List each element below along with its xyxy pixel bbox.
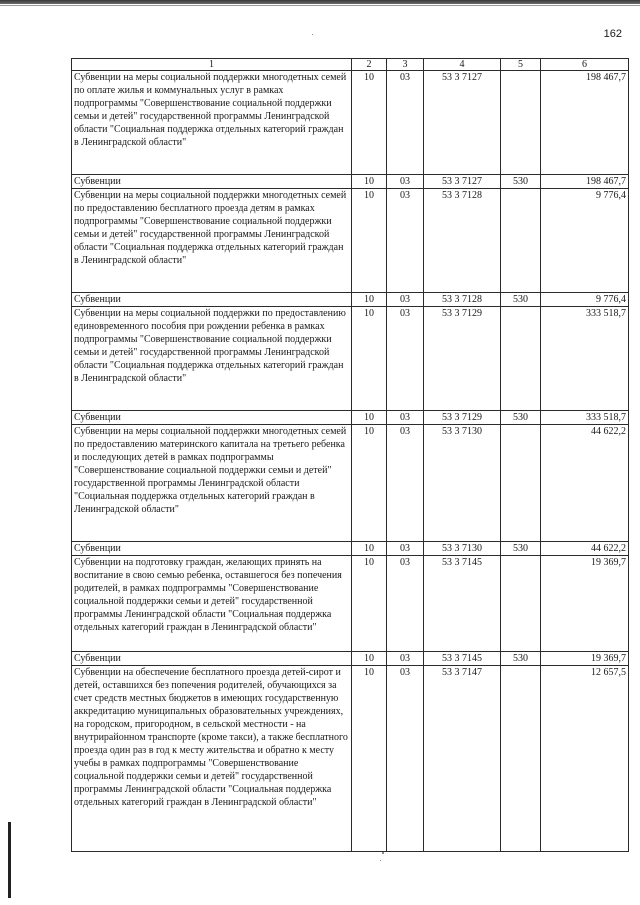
column-header: 1 [72,59,352,71]
row-target-code: 53 3 7127 [424,71,501,175]
row-subsection: 03 [387,425,424,542]
row-amount: 198 467,7 [541,71,629,175]
row-section: 10 [352,542,387,556]
row-expense-type: 530 [501,293,541,307]
row-target-code: 53 3 7145 [424,652,501,666]
scan-top-edge-line [0,5,640,6]
table-row [72,666,629,852]
row-section: 10 [352,652,387,666]
header-row [72,59,629,71]
scan-top-edge [0,0,640,4]
row-name: Субвенции [72,411,352,425]
table-row [72,425,629,542]
table-row [72,307,629,411]
row-name: Субвенции на подготовку граждан, желающих принять на воспитание в свою семью ребенка, оставшегося без попечения родителей, в рамках подпрограммы "Совершенствование социальной поддержки семьи и детей" государственной программы Ленинградской области "Социальная поддержка отдельных категорий граждан в Ленинградской области" [72,556,352,652]
row-amount: 19 369,7 [541,652,629,666]
row-amount: 333 518,7 [541,307,629,411]
row-subsection: 03 [387,542,424,556]
row-name: Субвенции [72,175,352,189]
row-amount: 44 622,2 [541,425,629,542]
row-expense-type [501,189,541,293]
column-header: 3 [387,59,424,71]
row-expense-type [501,71,541,175]
row-expense-type: 530 [501,542,541,556]
column-header: 5 [501,59,541,71]
row-subsection: 03 [387,189,424,293]
row-expense-type [501,666,541,852]
row-target-code: 53 3 7128 [424,293,501,307]
row-target-code: 53 3 7145 [424,556,501,652]
row-amount: 12 657,5 [541,666,629,852]
row-target-code: 53 3 7129 [424,307,501,411]
row-section: 10 [352,666,387,852]
row-target-code: 53 3 7129 [424,411,501,425]
table-row [72,293,629,307]
budget-table [71,58,629,852]
row-subsection: 03 [387,293,424,307]
scan-margin-mark [8,822,11,898]
row-subsection: 03 [387,71,424,175]
page-number: 162 [603,28,622,40]
row-expense-type: 530 [501,411,541,425]
row-expense-type [501,425,541,542]
row-section: 10 [352,425,387,542]
table-row [72,556,629,652]
column-header: 6 [541,59,629,71]
row-name: Субвенции [72,293,352,307]
row-expense-type [501,556,541,652]
row-subsection: 03 [387,556,424,652]
scan-speck [380,860,381,861]
row-expense-type [501,307,541,411]
table-row [72,175,629,189]
column-header: 2 [352,59,387,71]
row-expense-type: 530 [501,175,541,189]
table-row [72,652,629,666]
row-target-code: 53 3 7130 [424,542,501,556]
row-amount: 9 776,4 [541,293,629,307]
row-amount: 333 518,7 [541,411,629,425]
row-amount: 198 467,7 [541,175,629,189]
row-section: 10 [352,293,387,307]
row-target-code: 53 3 7128 [424,189,501,293]
row-name: Субвенции на обеспечение бесплатного проезда детей-сирот и детей, оставшихся без попечения родителей, обучающихся за счет средств местных бюджетов в имеющих государственную аккредитацию муниципальных образовательных учреждениях, на городском, пригородном, в сельской местности - на внутрирайонном транспорте (кроме такси), а также бесплатного проезда один раз в год к месту жительства и обратно к месту учебы в рамках подпрограммы "Совершенствование социальной поддержки семьи и детей" государственной программы Ленинградской области "Социальная поддержка отдельных категорий граждан в Ленинградской области" [72,666,352,852]
row-subsection: 03 [387,175,424,189]
row-target-code: 53 3 7127 [424,175,501,189]
table-row [72,411,629,425]
row-subsection: 03 [387,666,424,852]
row-name: Субвенции на меры социальной поддержки многодетных семей по предоставлению материнского капитала на третьего ребенка и последующих детей в рамках подпрограммы "Совершенствование социальной поддержки семьи и детей" государственной программы Ленинградской области "Социальная поддержка отдельных категорий граждан в Ленинградской области" [72,425,352,542]
row-name: Субвенции на меры социальной поддержки многодетных семей по предоставлению бесплатного проезда детям в рамках подпрограммы "Совершенствование социальной поддержки семьи и детей" государственной программы Ленинградской области "Социальная поддержка отдельных категорий граждан в Ленинградской области" [72,189,352,293]
row-section: 10 [352,175,387,189]
row-amount: 44 622,2 [541,542,629,556]
row-name: Субвенции на меры социальной поддержки многодетных семей по оплате жилья и коммунальных услуг в рамках подпрограммы "Совершенствование социальной поддержки семьи и детей" государственной программы Ленинградской области "Социальная поддержка отдельных категорий граждан в Ленинградской области" [72,71,352,175]
column-header: 4 [424,59,501,71]
scan-speck [312,34,313,35]
row-target-code: 53 3 7147 [424,666,501,852]
row-target-code: 53 3 7130 [424,425,501,542]
row-expense-type: 530 [501,652,541,666]
row-subsection: 03 [387,307,424,411]
row-name: Субвенции [72,542,352,556]
row-name: Субвенции [72,652,352,666]
row-section: 10 [352,411,387,425]
row-section: 10 [352,556,387,652]
row-section: 10 [352,189,387,293]
scan-speck [382,852,384,854]
row-subsection: 03 [387,652,424,666]
row-amount: 9 776,4 [541,189,629,293]
row-section: 10 [352,71,387,175]
row-name: Субвенции на меры социальной поддержки по предоставлению единовременного пособия при рождении ребенка в рамках подпрограммы "Совершенствование социальной поддержки семьи и детей" государственной программы Ленинградской области "Социальная поддержка отдельных категорий граждан в Ленинградской области" [72,307,352,411]
row-subsection: 03 [387,411,424,425]
table-row [72,542,629,556]
table-row [72,71,629,175]
table-row [72,189,629,293]
row-amount: 19 369,7 [541,556,629,652]
row-section: 10 [352,307,387,411]
